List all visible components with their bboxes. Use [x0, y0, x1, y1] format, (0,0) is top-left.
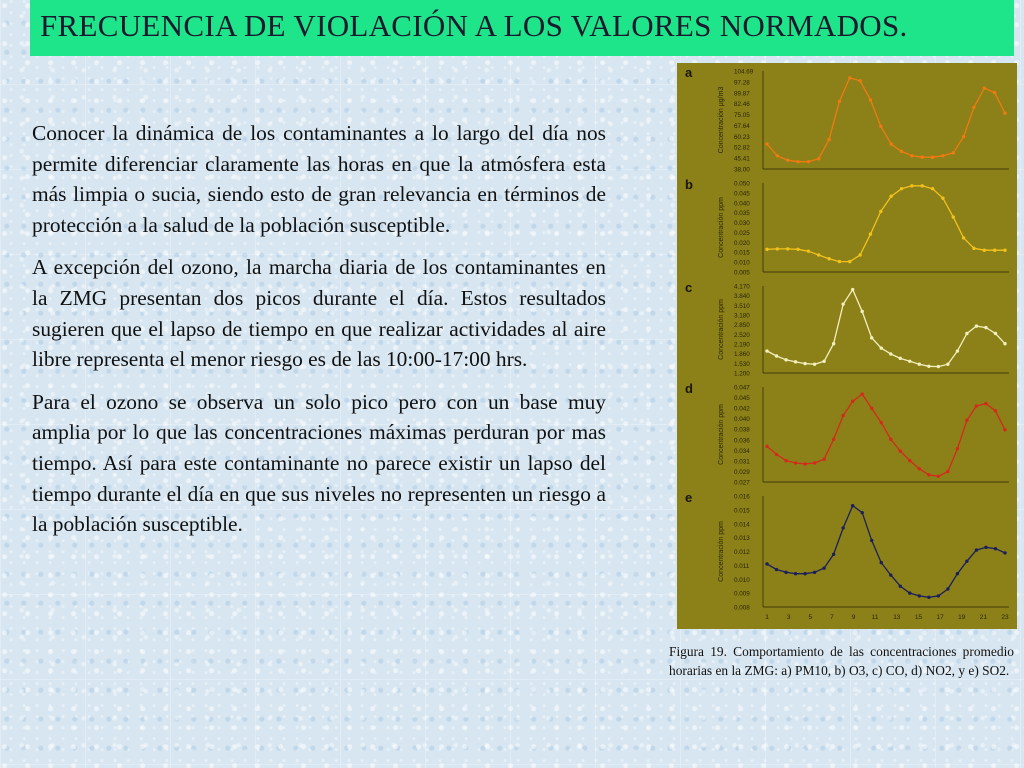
y-tick-label: 0.030: [734, 220, 750, 228]
data-point-a: [889, 142, 892, 145]
data-point-e: [1003, 551, 1006, 554]
y-tick-label: 82.46: [734, 101, 750, 109]
panel-letter-a: a: [685, 65, 693, 80]
data-point-e: [765, 562, 768, 565]
data-point-a: [765, 142, 768, 145]
data-point-b: [941, 196, 944, 199]
y-tick-label: 0.015: [734, 507, 750, 515]
y-tick-label: 52.82: [734, 144, 750, 152]
y-tick-label: 0.010: [734, 576, 750, 584]
data-point-b: [817, 253, 820, 256]
panel-letter-c: c: [685, 280, 693, 295]
data-point-d: [851, 400, 854, 403]
data-point-d: [965, 419, 968, 422]
y-tick-label: 0.045: [734, 395, 750, 403]
data-point-e: [822, 566, 825, 569]
y-tick-label: 89.87: [734, 90, 750, 98]
y-tick-label: 0.038: [734, 426, 750, 434]
data-point-a: [962, 135, 965, 138]
data-point-c: [784, 358, 787, 361]
y-tick-label: 45.41: [734, 155, 750, 163]
data-point-e: [784, 571, 787, 574]
y-tick-label: 67.64: [734, 122, 750, 130]
series-line-e: [767, 506, 1005, 598]
x-tick-label: 21: [979, 614, 987, 621]
data-point-e: [937, 594, 940, 597]
y-tick-label: 2.190: [734, 341, 750, 349]
data-point-b: [1003, 249, 1006, 252]
data-point-b: [858, 253, 861, 256]
data-point-b: [972, 247, 975, 250]
data-point-e: [946, 587, 949, 590]
data-point-a: [983, 86, 986, 89]
panel-letter-e: e: [685, 490, 693, 505]
data-point-d: [765, 445, 768, 448]
data-point-e: [984, 546, 987, 549]
data-point-e: [841, 526, 844, 529]
data-point-c: [832, 342, 835, 345]
data-point-b: [796, 248, 799, 251]
data-point-c: [984, 326, 987, 329]
data-point-b: [962, 236, 965, 239]
y-tick-label: 0.031: [734, 458, 750, 466]
data-point-d: [984, 402, 987, 405]
data-point-e: [813, 571, 816, 574]
data-point-e: [918, 594, 921, 597]
y-axis-label-d: Concentración ppm: [718, 404, 725, 465]
y-tick-label: 0.015: [734, 249, 750, 257]
y-tick-label: 0.036: [734, 437, 750, 445]
data-point-b: [983, 249, 986, 252]
data-point-b: [786, 247, 789, 250]
y-tick-label: 3.510: [734, 302, 750, 310]
data-point-a: [900, 150, 903, 153]
data-point-e: [794, 572, 797, 575]
x-tick-label: 23: [1001, 614, 1009, 621]
data-point-a: [921, 156, 924, 159]
x-tick-label: 19: [958, 614, 966, 621]
data-point-d: [775, 453, 778, 456]
data-point-c: [794, 360, 797, 363]
y-tick-label: 0.040: [734, 200, 750, 208]
data-point-d: [794, 461, 797, 464]
y-axis-label-b: Concentración ppm: [718, 197, 725, 258]
y-tick-label: 0.014: [734, 521, 750, 529]
y-tick-label: 0.050: [734, 180, 750, 188]
data-point-b: [776, 247, 779, 250]
data-point-c: [803, 362, 806, 365]
data-point-d: [880, 421, 883, 424]
paragraph-1: Conocer la dinámica de los contaminantes a lo largo del día nos permite diferenciar claramente las horas en que la atmósfera esta más limpia o sucia, siendo esto de gran relevancia en términos de protección a la salud de la población susceptible.: [32, 121, 606, 237]
y-tick-label: 0.045: [734, 190, 750, 198]
y-tick-label: 38.00: [734, 166, 750, 174]
data-point-c: [965, 332, 968, 335]
data-point-a: [1003, 111, 1006, 114]
series-line-a: [767, 78, 1005, 162]
panel-letter-d: d: [685, 381, 693, 396]
data-point-a: [941, 154, 944, 157]
data-point-b: [910, 184, 913, 187]
data-point-d: [956, 447, 959, 450]
data-point-b: [921, 184, 924, 187]
x-tick-label: 15: [914, 614, 923, 621]
figure-charts-panel: [677, 63, 1017, 629]
data-point-c: [822, 360, 825, 363]
y-tick-label: 0.008: [734, 604, 750, 612]
data-point-a: [993, 91, 996, 94]
paragraph-2: A excepción del ozono, la marcha diaria de los contaminantes en la ZMG presentan dos picos durante el día. Estos resultados sugieren que el lapso de tiempo en que realizar actividades al aire libre representa el menor riesgo es de las 10:00-17:00 hrs.: [32, 255, 606, 372]
y-tick-label: 0.035: [734, 210, 750, 218]
y-tick-label: 0.010: [734, 259, 750, 267]
data-point-e: [889, 573, 892, 576]
paragraph-3: Para el ozono se observa un solo pico pero con un base muy amplia por lo que las concentraciones máximas perduran por mas tiempo. Así para este contaminante no parece existir un lapso del tiempo durante el día en que sus niveles no representen un riesgo a la población susceptible.: [32, 389, 606, 537]
data-point-a: [879, 125, 882, 128]
data-point-c: [918, 363, 921, 366]
data-point-c: [908, 360, 911, 363]
panel-letter-b: b: [685, 177, 693, 192]
data-point-b: [889, 195, 892, 198]
data-point-b: [879, 210, 882, 213]
data-point-a: [910, 154, 913, 157]
data-point-e: [880, 561, 883, 564]
data-point-e: [927, 596, 930, 599]
y-tick-label: 97.28: [734, 79, 750, 87]
data-point-e: [870, 539, 873, 542]
y-tick-label: 0.034: [734, 447, 750, 455]
data-point-e: [994, 547, 997, 550]
data-point-c: [899, 357, 902, 360]
figure-caption: Figura 19. Comportamiento de las concentraciones promedio horarias en la ZMG: a) PM10, b) O3, c) CO, d) NO2, y e) SO2.: [669, 644, 1014, 678]
y-axis-label-e: Concentración ppm: [718, 521, 725, 582]
y-tick-label: 0.020: [734, 239, 750, 247]
data-point-e: [775, 568, 778, 571]
data-point-a: [807, 160, 810, 163]
y-tick-label: 0.009: [734, 590, 750, 598]
data-point-d: [841, 414, 844, 417]
y-tick-label: 104.69: [734, 68, 754, 76]
y-tick-label: 0.027: [734, 479, 750, 487]
y-tick-label: 2.520: [734, 331, 750, 339]
data-point-d: [870, 407, 873, 410]
data-point-d: [861, 392, 864, 395]
data-point-b: [931, 187, 934, 190]
x-tick-label: 1: [765, 614, 769, 621]
data-point-e: [899, 584, 902, 587]
data-point-e: [851, 504, 854, 507]
x-tick-label: 13: [893, 614, 901, 621]
data-point-b: [765, 248, 768, 251]
data-point-d: [784, 459, 787, 462]
data-point-c: [889, 352, 892, 355]
data-point-d: [918, 467, 921, 470]
data-point-c: [994, 332, 997, 335]
data-point-d: [899, 449, 902, 452]
data-point-c: [1003, 342, 1006, 345]
data-point-c: [765, 349, 768, 352]
data-point-d: [822, 458, 825, 461]
data-point-c: [927, 365, 930, 368]
data-point-b: [900, 187, 903, 190]
data-point-b: [827, 257, 830, 260]
y-tick-label: 3.180: [734, 312, 750, 320]
data-point-d: [994, 409, 997, 412]
data-point-d: [927, 473, 930, 476]
x-tick-label: 17: [936, 614, 944, 621]
data-point-c: [813, 363, 816, 366]
data-point-b: [869, 232, 872, 235]
x-tick-label: 11: [871, 614, 879, 621]
x-tick-label: 5: [808, 614, 813, 621]
y-tick-label: 0.011: [734, 562, 750, 570]
data-point-d: [1003, 428, 1006, 431]
body-text: [32, 118, 606, 552]
data-point-a: [869, 98, 872, 101]
y-tick-label: 0.025: [734, 229, 750, 237]
y-tick-label: 75.05: [734, 112, 750, 120]
data-point-a: [931, 156, 934, 159]
x-tick-label: 3: [786, 614, 791, 621]
data-point-b: [993, 249, 996, 252]
data-point-e: [975, 548, 978, 551]
data-point-a: [817, 157, 820, 160]
data-point-e: [956, 572, 959, 575]
data-point-a: [796, 160, 799, 163]
series-line-b: [767, 186, 1005, 262]
y-tick-label: 0.042: [734, 405, 750, 413]
data-point-a: [858, 79, 861, 82]
data-point-c: [956, 349, 959, 352]
data-point-c: [775, 354, 778, 357]
data-point-c: [880, 346, 883, 349]
y-tick-label: 0.047: [734, 384, 750, 392]
data-point-a: [786, 158, 789, 161]
y-tick-label: 0.013: [734, 535, 750, 543]
x-tick-label: 7: [830, 614, 834, 621]
data-point-d: [908, 459, 911, 462]
data-point-c: [851, 288, 854, 291]
data-point-e: [965, 560, 968, 563]
y-axis-label-a: Concentración μg/m3: [718, 86, 725, 154]
y-axis-label-c: Concentración ppm: [718, 299, 725, 360]
data-point-c: [975, 324, 978, 327]
data-point-a: [848, 76, 851, 79]
data-point-b: [848, 260, 851, 263]
data-point-a: [838, 100, 841, 103]
data-point-d: [803, 462, 806, 465]
data-point-c: [841, 302, 844, 305]
data-point-c: [870, 336, 873, 339]
data-point-d: [889, 438, 892, 441]
x-tick-label: 9: [851, 614, 856, 621]
y-tick-label: 1.860: [734, 351, 750, 359]
data-point-e: [803, 572, 806, 575]
series-line-c: [767, 290, 1005, 367]
data-point-b: [838, 260, 841, 263]
slide-title: FRECUENCIA DE VIOLACIÓN A LOS VALORES NORMADOS.: [40, 8, 908, 43]
y-tick-label: 0.040: [734, 416, 750, 424]
data-point-d: [937, 475, 940, 478]
pollutant-line-charts: [677, 63, 1017, 629]
data-point-d: [946, 470, 949, 473]
data-point-c: [946, 363, 949, 366]
data-point-b: [807, 249, 810, 252]
data-point-c: [861, 310, 864, 313]
data-point-a: [972, 106, 975, 109]
y-tick-label: 2.850: [734, 322, 750, 330]
y-tick-label: 4.170: [734, 283, 750, 291]
y-tick-label: 0.029: [734, 468, 750, 476]
data-point-a: [952, 151, 955, 154]
y-tick-label: 1.530: [734, 360, 750, 368]
data-point-c: [937, 365, 940, 368]
data-point-b: [952, 215, 955, 218]
data-point-a: [827, 138, 830, 141]
data-point-d: [813, 461, 816, 464]
data-point-d: [975, 404, 978, 407]
data-point-a: [776, 154, 779, 157]
data-point-e: [861, 511, 864, 514]
y-tick-label: 0.016: [734, 493, 750, 501]
y-tick-label: 3.840: [734, 293, 750, 301]
data-point-e: [908, 591, 911, 594]
y-tick-label: 1.200: [734, 370, 750, 378]
y-tick-label: 0.012: [734, 549, 750, 556]
series-line-d: [767, 394, 1005, 476]
y-tick-label: 60.23: [734, 133, 750, 141]
y-tick-label: 0.005: [734, 269, 750, 277]
data-point-d: [832, 438, 835, 441]
data-point-e: [832, 553, 835, 556]
